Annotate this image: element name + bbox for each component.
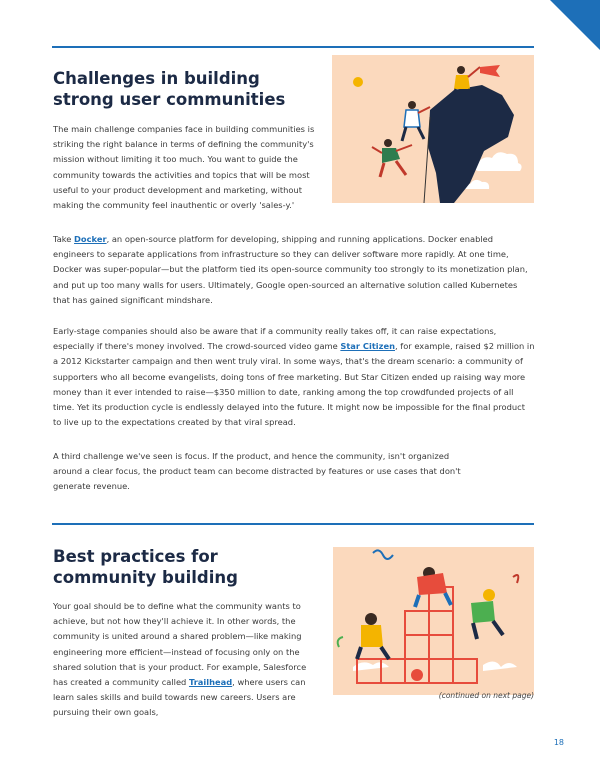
star-citizen-link[interactable]: Star Citizen	[340, 341, 395, 352]
climbing-community-illustration	[332, 55, 534, 203]
challenges-paragraph-docker	[53, 232, 535, 308]
section-divider-top	[52, 46, 534, 48]
page-number: 18	[553, 738, 564, 747]
section-heading-challenges: Challenges in building strong user communities	[53, 69, 286, 109]
star-citizen-text-before-link: Early-stage companies should also be aware that if a community really takes off, it can raise expectations, especially if there's money involved. The crowd-sourced video game	[53, 326, 497, 352]
section-heading-best-practices: Best practices for community building	[53, 547, 238, 587]
continued-note: (continued on next page)	[438, 691, 534, 700]
challenges-paragraph-1: The main challenge companies face in building communities is striking the right balance in terms of defining the community's mission without limiting it too much. You want to guide the community towards the activities and topics that will be most useful to your product development and marketing, without making the community feel inauthentic or overly 'sales-y.'	[53, 124, 315, 211]
trailhead-text-after-link: , where users can learn sales skills and build towards new careers. Users are pursuing their own goals,	[53, 677, 306, 718]
best-practices-paragraph-1	[53, 599, 311, 721]
docker-text-after-link: , an open-source platform for developing, shipping and running applications. Docker enabled engineers to separate applications from infrastructure so they can deliver software more rapidly. At one time, Docker was super-popular—but the platform tied its open-source community too strongly to its monetization plan, and put up too many walls for users. Ultimately, Google open-sourced an alternative solution called Kubernetes that has gained significant mindshare.	[53, 234, 528, 305]
section-divider-middle	[52, 523, 534, 525]
docker-link[interactable]: Docker	[74, 234, 107, 244]
community-building-blocks-illustration	[333, 547, 534, 695]
star-citizen-text-after-link: , for example, raised $2 million in a 2012 Kickstarter campaign and then went truly viral. In some ways, that's the dream scenario: a community of supporters who all become evangelists, doing tons of free marketing. But Star Citizen ended up raising way more money than it ever intended to raise—$350 million to date, ranking among the top crowdfunded projects of all time. Yet its production cycle is endlessly delayed into the future. It might now be impossible for the final product to live up to the expectations created by that viral spread.	[53, 341, 535, 428]
trailhead-link[interactable]: Trailhead	[188, 677, 233, 688]
trailhead-text-before-link: Your goal should be to define what the community wants to achieve, but not how they'll achieve it. In other words, the community is united around a shared problem—like making engineering more efficient—instead of focusing only on the shared solution that is your product. For example, Salesforce has created a community called	[53, 601, 307, 688]
challenges-paragraph-star-citizen	[53, 324, 535, 430]
docker-text-before-link: Take	[53, 234, 75, 244]
challenges-paragraph-focus: A third challenge we've seen is focus. If the product, and hence the community, isn't organized around a clear focus, the product team can become distracted by features or use cases that don't generate revenue.	[53, 451, 461, 492]
corner-triangle-decoration	[550, 0, 600, 50]
